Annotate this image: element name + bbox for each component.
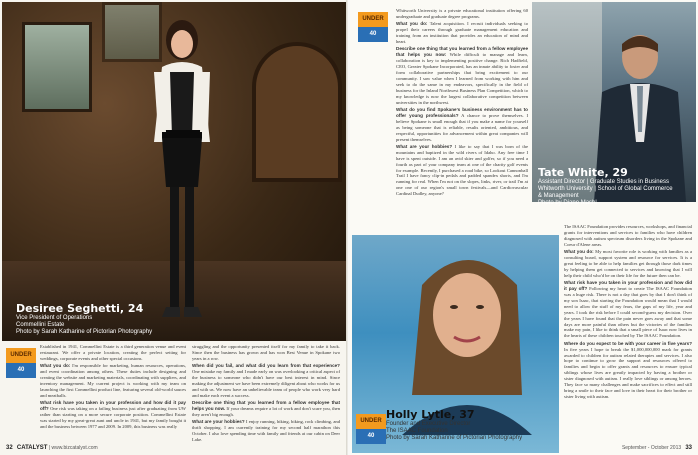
answer: If your dreams require a lot of work and don't scare you, then they aren't big enough. xyxy=(192,406,341,417)
caption-company-cont: & Management xyxy=(538,193,579,199)
caption-company: Whitworth University | School of Global Commerce xyxy=(538,186,673,192)
article-column-2 xyxy=(192,344,340,442)
woman-figure xyxy=(392,245,542,435)
caption-credit: Photo by Sarah Katharine of Pictorian Photography xyxy=(16,329,153,335)
photo-caption xyxy=(538,166,673,207)
page-footer-left xyxy=(6,445,98,451)
right-page xyxy=(350,0,698,455)
question: What you do: xyxy=(564,249,594,255)
under-40-badge xyxy=(358,12,388,42)
question: What you do: xyxy=(396,21,428,27)
badge-label-top: UNDER xyxy=(358,12,388,27)
question: What do you find Spokane's business environment has to offer young professionals? xyxy=(396,107,528,118)
woman-figure xyxy=(132,12,232,337)
qa-block xyxy=(396,144,528,197)
answer: One mistake my family and I made early on was overlooking a critical aspect of the business to someone who didn't have our best interest in mind. Since making the adjustment we have been extremely diligent about who works for us and with us. We now have an unbelievable team of people who work very hard and make each event a success. xyxy=(192,369,340,398)
qa-block xyxy=(396,46,528,105)
caption-name: Desiree Seghetti, 24 xyxy=(16,302,144,315)
page-number: 32 xyxy=(6,445,13,451)
question: What you do: xyxy=(40,363,71,369)
caption-company: The ISAAC Foundation xyxy=(386,428,448,434)
qa-block xyxy=(192,419,340,443)
caption-title: Founder and Executive Director xyxy=(386,421,471,427)
answer: I like to say that I was born of the mountains and baptized in the wild rivers of Idaho. Any free time I have is spent outside. I am an avid skier and golfer, so if you need a fourth as part of your company team at one of the charity golf events for example. Recently, I purchased a road bike, so Lookout Cannonball Trail I have fancy clip-in pedals and padded spandex shorts, and I'm running for real. When I'm not on the slopes, links, river, or trail I'm at one one of our region's small town festivals—and Cardiovascular Cardinal Dudley, anyone? xyxy=(396,143,529,197)
question: Where do you expect to be with your career in five years? xyxy=(564,340,692,346)
answer: Talent acquisition. I recruit individuals seeking to propel their careers through graduate management education and training from an institution that provides an education of mind and heart. xyxy=(396,21,528,45)
question: Describe one thing that you learned from a fellow employee that helps you now: xyxy=(396,46,528,58)
qa-block xyxy=(564,249,692,279)
publication-url: www.bizcatalyst.com xyxy=(51,445,98,451)
badge-label-bottom: 40 xyxy=(6,363,36,378)
question: What are your hobbies? xyxy=(396,143,453,149)
qa-block xyxy=(564,280,692,339)
caption-company: Commellini Estate xyxy=(16,322,65,328)
brand-name: CATALYST xyxy=(16,445,48,451)
question: What risk have you taken in your profession and how did it pay off? xyxy=(564,280,692,292)
badge-label-bottom: 40 xyxy=(356,429,386,444)
publication-divider: | xyxy=(48,445,52,451)
answer: I enjoy running, hiking, biking, rock climbing, and thrift shopping. I am currently training for my second half marathon this October. I also love spending time with family and friends at our cabin on Deer Lake. xyxy=(192,419,340,443)
qa-block xyxy=(396,107,528,142)
issue-date: September - October 2013 xyxy=(621,445,682,451)
qa-block xyxy=(40,400,186,430)
article-column-1 xyxy=(40,344,186,442)
qa-block xyxy=(192,400,340,418)
paragraph: The ISAAC Foundation provides resources, workshops, and financial grants for interventions and services to families who have children diagnosed with autism spectrum disorders living in the Spokane and Coeur d'Alene areas. xyxy=(564,224,692,247)
article-top-column xyxy=(396,8,529,197)
answer: In five years I hope to break the $1,000,000,000 mark for grants awarded to children for autism related therapies and services. I also hope to continue to grow the support and resources offered to families and begin to offer grants and resources to ensure typical siblings whose lives are greatly impacted by having a brother or sister diagnosed with autism. I really love siblings or among heroes. They face so many challenges and make sacrifices to effect and still bring a smile to their face and love in their heart for their brother or sister living with autism. xyxy=(564,346,692,399)
under-40-badge xyxy=(356,414,386,444)
caption-credit: Photo by Sarah Katharine of Pictorian Photography xyxy=(386,435,523,441)
question: What risk have you taken in your profession and how did it pay off? xyxy=(40,400,186,412)
badge-label-bottom: 40 xyxy=(358,27,388,42)
answer: My most favorite role is working with families as a consulting board, support system and resource for services. It is a great feeling to be able to help families get through those dark times by helping them get connected to services and knowing that I will help their child who'd be on their life for the future then can be. xyxy=(564,249,692,278)
qa-block xyxy=(40,363,186,398)
page-number: 33 xyxy=(685,445,692,451)
under-40-badge xyxy=(6,348,36,378)
badge-label-top: UNDER xyxy=(356,414,386,429)
photo-caption xyxy=(386,408,522,442)
answer: While difficult to manage and learn, collaboration is key to implementing positive change. Rich Hadfield, CEO, Greater Spokane Incorporated, has an innate ability to foster and form collaborative partnerships that bring excitement to our community. I saw value when I learned from working with him and seek to do the same in my endeavors, specifically in the field of business for the Inland Northwest Business Plan Competition, which to my knowledge is now the largest collaborative competition between universities in the northwest. xyxy=(396,52,528,105)
caption-title: Assistant Director | Graduate Studies in Business xyxy=(538,179,669,185)
question: When did you fail, and what did you learn from that experience? xyxy=(192,363,340,369)
photo-caption xyxy=(16,302,152,336)
page-footer-right xyxy=(622,445,692,451)
answer: A chance to prove themselves. I believe Spokane is small enough that if you make a name for yourself as being someone that is reliable, results oriented, ambitious, and respectful, opportunities for advancement within great companies will present themselves. xyxy=(396,112,528,142)
paragraph: Whitworth University is a private educational institution offering 60 undergraduate and graduate degree programs. xyxy=(396,8,528,19)
portrait-photo-desiree xyxy=(2,2,346,341)
paragraph: struggling and the opportunity presented itself for my family to take it back. Since then the business has grown and has won Best Venue in Spokane two years in a row. xyxy=(192,344,340,361)
qa-block xyxy=(564,341,692,400)
qa-block xyxy=(396,21,528,45)
portrait-photo-tate xyxy=(532,2,696,206)
answer: I'm responsible for marketing, human resources, operations, and event coordination among others. These duties include designing and creating the website and marketing materials, coordinating with suppliers, and inventory management. My current project is working with my team on launching the first Commellini product line, featuring several old-world sauces and meatballs. xyxy=(40,363,187,398)
door-arch xyxy=(252,42,342,182)
badge-label-top: UNDER xyxy=(6,348,36,363)
qa-block xyxy=(192,363,340,398)
caption-name: Tate White, 29 xyxy=(538,166,628,179)
article-bottom-column xyxy=(564,224,692,442)
question: What are your hobbies? xyxy=(192,419,245,425)
caption-name: Holly Lytle, 37 xyxy=(386,408,475,421)
answer: Following my heart to create The ISAAC Foundation was a huge risk. There is not a day that goes by that I don't think of my son Isaac, that starting the Foundation would mean that I would need to allow the stuff of my fears, the gaps of my life, year and years. I took the risk before I could second-guess my decision. Over the years I have found that the pain never goes away and that some days are more painful than others but the victories of the families make my pain, I like to think that a small piece of Isaac now lives in the hearts of these children touched by The ISAAC Foundation. xyxy=(564,286,692,339)
question: Describe one thing that you learned from a fellow employee that helps you now. xyxy=(192,400,340,412)
left-page xyxy=(0,0,348,455)
caption-credit: Photo by Diane Mashl xyxy=(538,200,597,206)
caption-title: Vice President of Operations xyxy=(16,315,93,321)
window-decor xyxy=(22,22,92,112)
answer: One risk was taking on a failing business just after graduating from UW rather than starting on a more secure corporate position. Commellini Estate was started by my great-great aunt and uncle in 1941, but my family bought it and the business between 1977 and 2009. In 2009, this business was really xyxy=(40,406,186,429)
paragraph: Established in 1941, Commellini Estate is a third generation venue and event restaurant. We offer a private location, creating the perfect setting for weddings, corporate events and other special occasions. xyxy=(40,344,186,361)
